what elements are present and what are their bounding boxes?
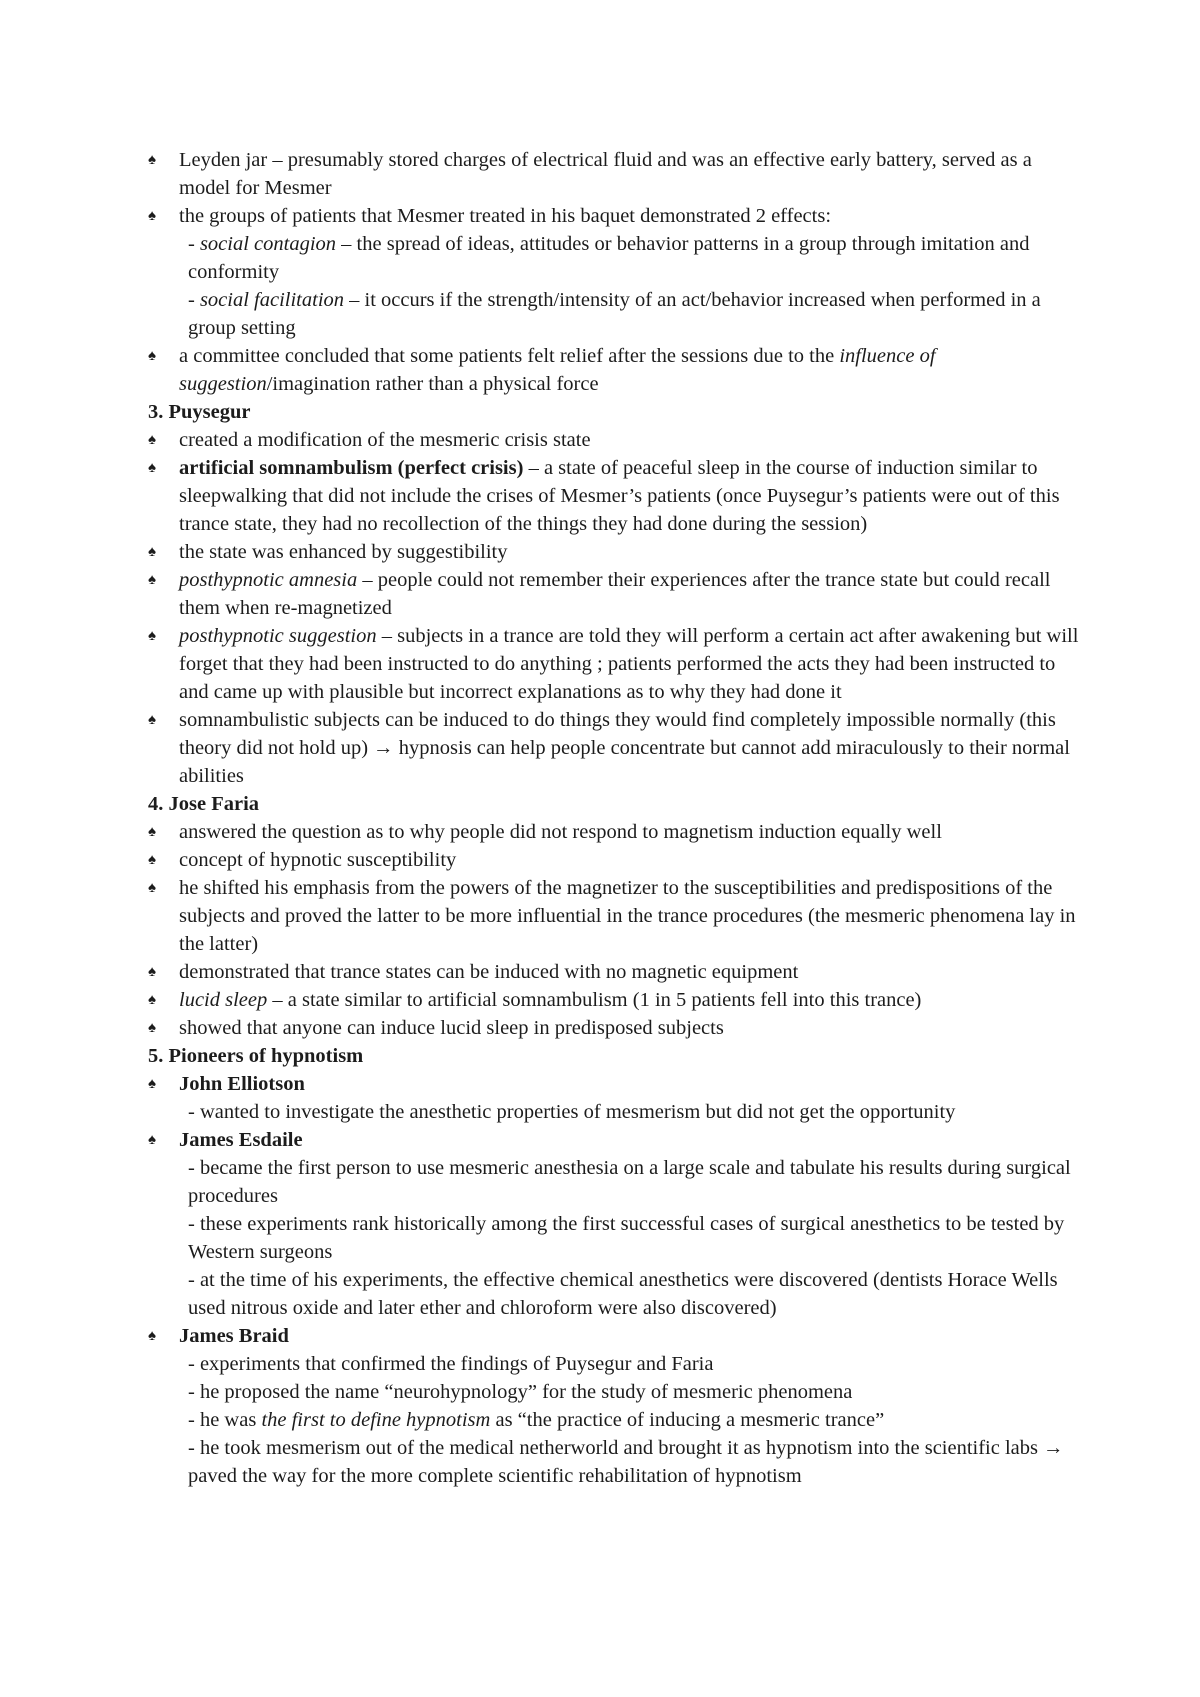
term: social facilitation bbox=[199, 289, 345, 311]
list-item bbox=[148, 538, 1083, 566]
item-text: - he was bbox=[188, 1409, 262, 1431]
sub-item: - social facilitation – it occurs if the strength/intensity of an act/behavior increased when performed in a group setting bbox=[188, 289, 1041, 339]
list-item bbox=[148, 706, 1083, 790]
item-text: he shifted his emphasis from the powers of the magnetizer to the susceptibilities and predispositions of the subjects and proved the latter to be more influential in the trance procedures (the mesmeric phenomena lay in the latter) bbox=[179, 877, 1076, 955]
item-text: /imagination rather than a physical force bbox=[266, 373, 599, 395]
term: posthypnotic amnesia bbox=[179, 569, 358, 591]
list-item bbox=[148, 146, 1083, 202]
sub-item: - he proposed the name “neurohypnology” for the study of mesmeric phenomena bbox=[188, 1381, 853, 1403]
list-item bbox=[148, 958, 1083, 986]
sub-item: - became the first person to use mesmeric anesthesia on a large scale and tabulate his results during surgical procedures bbox=[188, 1157, 1071, 1207]
spade-bullet-icon: ♠ bbox=[148, 208, 156, 224]
list-item bbox=[148, 1322, 1083, 1350]
spade-bullet-icon: ♠ bbox=[148, 1132, 156, 1148]
spade-bullet-icon: ♠ bbox=[148, 460, 156, 476]
spade-bullet-icon: ♠ bbox=[148, 544, 156, 560]
item-text: – a state similar to artificial somnambulism (1 in 5 patients fell into this trance) bbox=[267, 989, 922, 1011]
item-text: – it occurs if the strength/intensity of an act/behavior increased when performed in a group setting bbox=[188, 289, 1041, 339]
person-name: John Elliotson bbox=[179, 1073, 305, 1095]
list-item bbox=[148, 622, 1083, 706]
sub-item: - wanted to investigate the anesthetic properties of mesmerism but did not get the opportunity bbox=[188, 1101, 956, 1123]
spade-bullet-icon: ♠ bbox=[148, 348, 156, 364]
list-item bbox=[148, 1070, 1083, 1098]
list-item bbox=[148, 426, 1083, 454]
item-text: concept of hypnotic susceptibility bbox=[179, 849, 457, 871]
sub-item: - social contagion – the spread of ideas, attitudes or behavior patterns in a group through imitation and conformity bbox=[188, 233, 1030, 283]
term: the first to define hypnotism bbox=[261, 1409, 491, 1431]
list-item bbox=[148, 874, 1083, 958]
item-text: as “the practice of inducing a mesmeric trance” bbox=[490, 1409, 885, 1431]
notes-body bbox=[148, 146, 1083, 1490]
item-text: Leyden jar – presumably stored charges of electrical fluid and was an effective early battery, served as a model for Mesmer bbox=[179, 149, 1032, 199]
item-text: a committee concluded that some patients felt relief after the sessions due to the bbox=[179, 345, 840, 367]
item-text: – the spread of ideas, attitudes or behavior patterns in a group through imitation and conformity bbox=[188, 233, 1030, 283]
item-text: showed that anyone can induce lucid sleep in predisposed subjects bbox=[179, 1017, 724, 1039]
list-item bbox=[148, 1014, 1083, 1042]
list-item bbox=[148, 818, 1083, 846]
item-text: the state was enhanced by suggestibility bbox=[179, 541, 508, 563]
list-item bbox=[148, 846, 1083, 874]
list-item bbox=[148, 454, 1083, 538]
term: posthypnotic suggestion bbox=[179, 625, 377, 647]
item-text: the groups of patients that Mesmer treated in his baquet demonstrated 2 effects: bbox=[179, 205, 832, 227]
spade-bullet-icon: ♠ bbox=[148, 824, 156, 840]
spade-bullet-icon: ♠ bbox=[148, 432, 156, 448]
sub-item: - experiments that confirmed the findings of Puysegur and Faria bbox=[188, 1353, 714, 1375]
spade-bullet-icon: ♠ bbox=[148, 1328, 156, 1344]
spade-bullet-icon: ♠ bbox=[148, 1076, 156, 1092]
item-text: created a modification of the mesmeric crisis state bbox=[179, 429, 591, 451]
item-text: answered the question as to why people did not respond to magnetism induction equally well bbox=[179, 821, 942, 843]
list-item bbox=[148, 566, 1083, 622]
item-text: demonstrated that trance states can be induced with no magnetic equipment bbox=[179, 961, 799, 983]
item-text: – subjects in a trance are told they will perform a certain act after awakening but will forget that they had been instructed to do anything ; patients performed the acts they had been instructed to and came up with plausible but incorrect explanations as to why they had done it bbox=[179, 625, 1079, 703]
spade-bullet-icon: ♠ bbox=[148, 1020, 156, 1036]
section-heading: 3. Puysegur bbox=[148, 401, 251, 423]
item-text: somnambulistic subjects can be induced to do things they would find completely impossible normally (this theory did not hold up) → hypnosis can help people concentrate but cannot add miraculously to their normal abilities bbox=[179, 709, 1070, 787]
spade-bullet-icon: ♠ bbox=[148, 572, 156, 588]
spade-bullet-icon: ♠ bbox=[148, 712, 156, 728]
section-heading: 5. Pioneers of hypnotism bbox=[148, 1045, 364, 1067]
person-name: James Braid bbox=[179, 1325, 289, 1347]
sub-item bbox=[148, 1406, 1083, 1434]
person-name: James Esdaile bbox=[179, 1129, 303, 1151]
list-item bbox=[148, 986, 1083, 1014]
spade-bullet-icon: ♠ bbox=[148, 992, 156, 1008]
term: lucid sleep bbox=[179, 989, 268, 1011]
sub-item: - at the time of his experiments, the effective chemical anesthetics were discovered (dentists Horace Wells used nitrous oxide and later ether and chloroform were also discovered) bbox=[188, 1269, 1058, 1319]
sub-item: - these experiments rank historically among the first successful cases of surgical anesthetics to be tested by Western surgeons bbox=[188, 1213, 1065, 1263]
term: social contagion bbox=[199, 233, 337, 255]
item-text: – a state of peaceful sleep in the course of induction similar to sleepwalking that did not include the crises of Mesmer’s patients (once Puysegur’s patients were out of this trance state, they had no recollection of the things they had done during the session) bbox=[179, 457, 1060, 535]
item-text: – people could not remember their experiences after the trance state but could recall them when re-magnetized bbox=[179, 569, 1051, 619]
spade-bullet-icon: ♠ bbox=[148, 880, 156, 896]
sub-item: - he took mesmerism out of the medical netherworld and brought it as hypnotism into the scientific labs → paved the way for the more complete scientific rehabilitation of hypnotism bbox=[188, 1437, 1064, 1487]
list-item bbox=[148, 1126, 1083, 1154]
spade-bullet-icon: ♠ bbox=[148, 628, 156, 644]
section-heading: 4. Jose Faria bbox=[148, 793, 260, 815]
term: artificial somnambulism (perfect crisis) bbox=[179, 457, 524, 479]
spade-bullet-icon: ♠ bbox=[148, 964, 156, 980]
spade-bullet-icon: ♠ bbox=[148, 852, 156, 868]
list-item bbox=[148, 342, 1083, 398]
list-item bbox=[148, 202, 1083, 230]
term: influence of suggestion bbox=[179, 345, 936, 395]
spade-bullet-icon: ♠ bbox=[148, 152, 156, 168]
